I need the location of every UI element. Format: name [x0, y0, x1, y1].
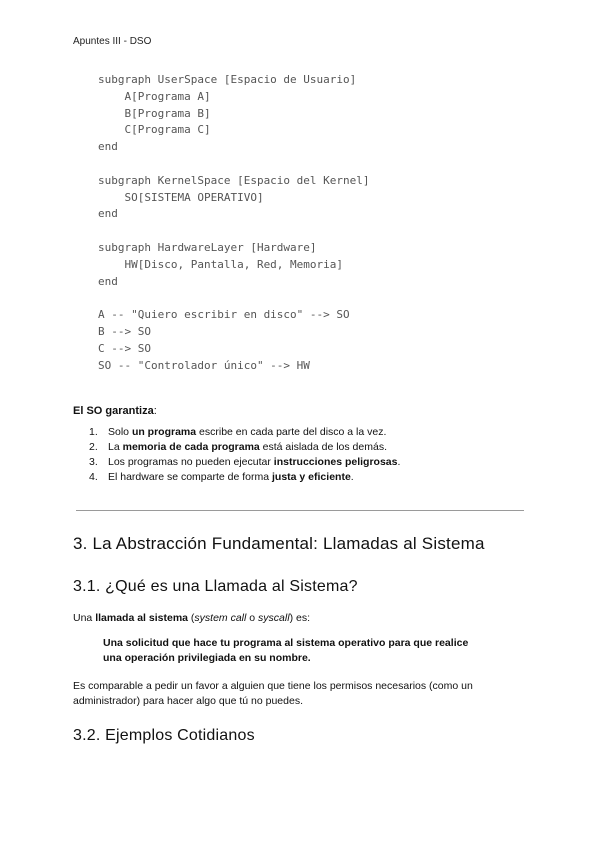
code-line: HW[Disco, Pantalla, Red, Memoria]	[98, 257, 344, 271]
code-line: subgraph UserSpace [Espacio de Usuario]	[98, 73, 357, 86]
code-line	[98, 290, 370, 307]
code-line: C --> SO	[98, 341, 151, 355]
code-line	[98, 156, 370, 173]
list-text: La	[108, 441, 123, 453]
code-line: B --> SO	[98, 324, 151, 338]
code-line: SO -- "Controlador único" --> HW	[98, 358, 310, 372]
code-line: A[Programa A]	[98, 89, 211, 103]
list-number: 1.	[89, 426, 98, 438]
section-3-heading: 3. La Abstracción Fundamental: Llamadas al Sistema	[73, 534, 485, 553]
code-line: subgraph KernelSpace [Espacio del Kernel]	[98, 173, 370, 187]
list-text: escribe en cada parte del disco a la vez.	[196, 426, 387, 438]
list-item	[89, 425, 400, 440]
list-bold: instrucciones peligrosas	[273, 456, 398, 468]
intro-italic: syscall	[258, 612, 290, 624]
code-line: end	[98, 140, 118, 154]
guarantee-label-bold: El SO garantiza	[73, 405, 154, 417]
list-text: Solo	[108, 426, 132, 438]
list-text: Los programas no pueden ejecutar	[108, 456, 274, 468]
list-text: El hardware se comparte de forma	[108, 471, 272, 483]
list-item	[89, 455, 400, 470]
list-number: 3.	[89, 456, 98, 468]
intro-italic: system call	[194, 612, 247, 624]
list-text: .	[397, 456, 401, 468]
analogy-paragraph	[73, 679, 473, 709]
code-line: B[Programa B]	[98, 106, 211, 120]
intro-text: o	[246, 612, 259, 624]
list-bold: memoria de cada programa	[122, 441, 260, 453]
guarantee-label	[73, 405, 157, 417]
syscall-definition-quote	[103, 636, 523, 666]
intro-text: (	[188, 612, 195, 624]
code-line: C[Programa C]	[98, 123, 211, 137]
page-header: Apuntes III - DSO	[73, 36, 152, 47]
code-line: end	[98, 274, 118, 288]
intro-text: Una	[73, 612, 96, 624]
code-line	[98, 223, 370, 240]
list-bold: un programa	[131, 426, 197, 438]
code-block	[98, 72, 370, 374]
list-bold: justa y eficiente	[272, 471, 351, 483]
quote-line: una operación privilegiada en su nombre.	[103, 652, 311, 664]
guarantee-label-colon: :	[153, 405, 157, 417]
code-line: A -- "Quiero escribir en disco" --> SO	[98, 308, 350, 322]
code-line: SO[SISTEMA OPERATIVO]	[98, 190, 264, 204]
list-item	[89, 440, 400, 455]
list-item	[89, 470, 400, 485]
list-text: .	[350, 471, 354, 483]
horizontal-divider	[76, 510, 524, 511]
list-text: está aislada de los demás.	[259, 441, 387, 453]
analogy-line: administrador) para hacer algo que tú no puedes.	[73, 695, 303, 707]
quote-line: Una solicitud que hace tu programa al sistema operativo para que realice	[103, 637, 469, 649]
guarantee-list	[89, 425, 400, 485]
analogy-line: Es comparable a pedir un favor a alguien que tiene los permisos necesarios (como un	[73, 680, 473, 692]
list-number: 4.	[89, 471, 98, 483]
list-number: 2.	[89, 441, 98, 453]
code-line: subgraph HardwareLayer [Hardware]	[98, 240, 317, 254]
code-line: end	[98, 207, 118, 221]
syscall-intro-paragraph	[73, 611, 310, 626]
intro-bold: llamada al sistema	[95, 612, 188, 624]
section-3-1-heading: 3.1. ¿Qué es una Llamada al Sistema?	[73, 578, 358, 595]
section-3-2-heading: 3.2. Ejemplos Cotidianos	[73, 727, 255, 744]
intro-text: ) es:	[289, 612, 310, 624]
